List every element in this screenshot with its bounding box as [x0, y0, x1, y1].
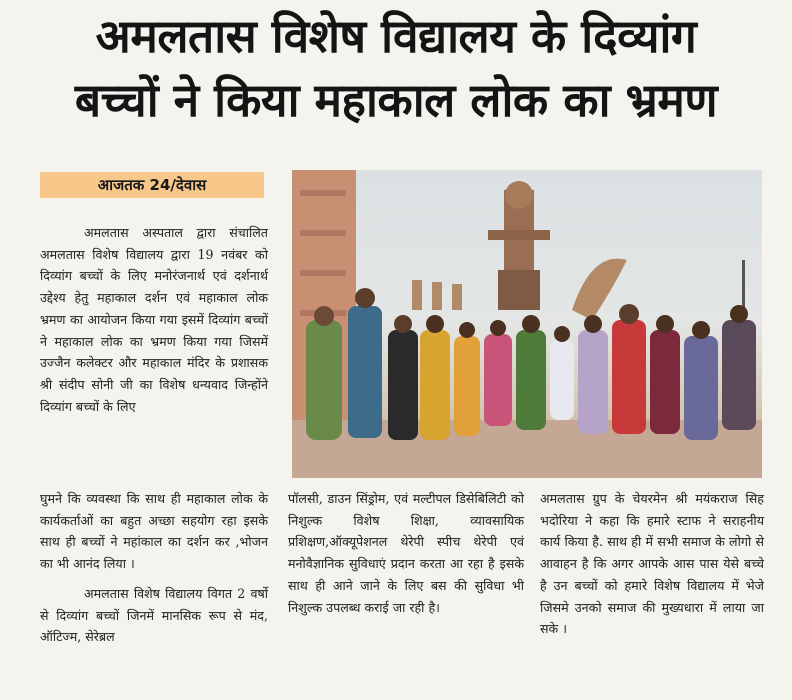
- headline-line-1: अमलतास विशेष विद्यालय के दिव्यांग: [95, 9, 697, 63]
- paragraph-services: पॉलसी, डाउन सिंड्रोम, एवं मल्टीपल डिसेबिलिटी को निशुल्क विशेष शिक्षा, व्यावसायिक प्रशिक्षण,ऑक्यूपेशनल थेरेपी स्पीच थेरेपी एवं मनोवैज्ञानिक सुविधाएं प्रदान करता आ रहा है इसके साथ ही आने जाने के लिए बस की सुविधा भी निशुल्क उपलब्ध कराई जा रही है।: [288, 491, 524, 615]
- group-photo-illustration: [292, 170, 762, 478]
- paragraph-intro-continued: घुमने कि व्यवस्था कि साथ ही महाकाल लोक के कार्यकर्ताओं का बहुत अच्छा सहयोग रहा इसके साथ ही बच्चों ने महांकाल का दर्शन कर ,भोजन का भी आनंद लिया ।: [40, 491, 268, 572]
- group-photo: [292, 170, 762, 478]
- headline: [10, 4, 782, 132]
- headline-line-2: बच्चों ने किया महाकाल लोक का भ्रमण: [74, 73, 718, 127]
- byline-tag: आजतक 24/देवास: [40, 172, 264, 198]
- paragraph-school: अमलतास विशेष विद्यालय विगत 2 वर्षो से दिव्यांग बच्चों जिनमें मानसिक रूप से मंद, ऑटिज्म, सेरेब्रल: [40, 585, 268, 645]
- paragraph-intro: अमलतास अस्पताल द्वारा संचालित अमलतास विशेष विद्यालय द्वारा 19 नवंबर को दिव्यांग बच्चों के लिए मनोरंजनार्थ एवं दर्शनार्थ उद्देश्य हेतु महाकाल दर्शन एवं महाकाल लोक भ्रमण का आयोजन किया गया इसमें दिव्यांग बच्चों ने महाकाल लोक का भ्रमण किया गया जिसमें उज्जैन कलेक्टर और महाकाल मंदिर के प्रशासक श्री संदीप सोनी जी का विशेष धन्यवाद जिन्होंने दिव्यांग बच्चों के लिए: [40, 225, 268, 414]
- column-1-bottom: [40, 488, 268, 648]
- column-2: [288, 488, 524, 618]
- column-3: [540, 488, 764, 640]
- column-1-top: [40, 222, 268, 417]
- paragraph-chairman: अमलतास ग्रुप के चेयरमेन श्री मयंकराज सिह भदोरिया ने कहा कि हमारे स्टाफ ने सराहनीय कार्य किया है. साथ ही में सभी समाज के लोगो से आवाहन है कि अगर आपके आस पास येसे बच्चे है उन बच्चों को हमारे विशेष विद्यालय में भेजे जिसमे उनको समाज की मुख्यधारा में लाया जा सके ।: [540, 491, 764, 637]
